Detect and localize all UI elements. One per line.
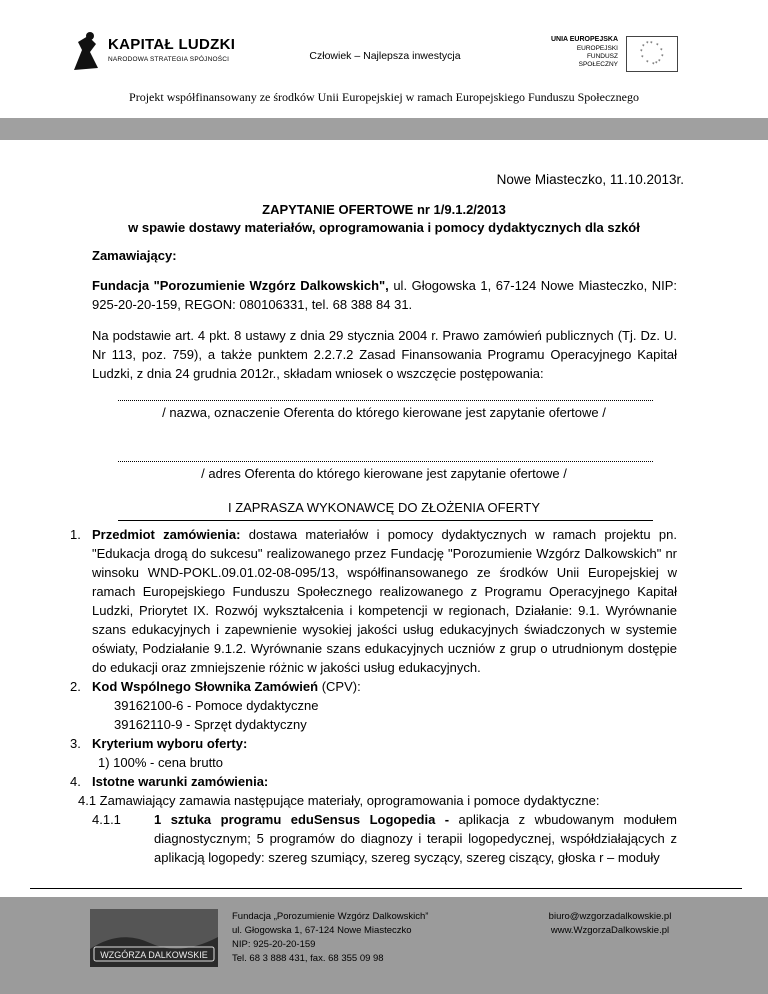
svg-text:*: * [660, 48, 663, 54]
footer [0, 897, 768, 994]
subitem-4-1-1: 4.1.1 1 sztuka programu eduSensus Logopedia - aplikacja z wbudowanym modułem diagnostycznym; 5 programów do diagnozy i terapii logopedycznej, współdziałających z aplikacją logopedy: szereg szumiący, szereg syczący, szereg ciszący, głoska r – moduły [92, 812, 677, 865]
svg-text:*: * [646, 60, 649, 66]
cpv-code: 39162110-9 - Sprzęt dydaktyczny [114, 717, 307, 732]
ordering-party [92, 276, 677, 314]
document-title [0, 201, 768, 237]
ordering-name: Fundacja "Porozumienie Wzgórz Dalkowskich", [92, 278, 389, 293]
footer-email[interactable]: biuro@wzgorzadalkowskie.pl [548, 911, 672, 922]
eu-subtitle [548, 45, 618, 69]
svg-text:*: * [650, 41, 653, 47]
item-label: Kod Wspólnego Słownika Zamówień [92, 679, 319, 694]
eu-sub1: EUROPEJSKI [576, 45, 618, 52]
item-label: Przedmiot zamówienia: [92, 527, 241, 542]
footer-contact [530, 910, 690, 938]
footer-org: Fundacja „Porozumienie Wzgórz Dalkowskich” [232, 911, 429, 922]
cofinanced-note: Projekt współfinansowany ze środków Unii Europejskiej w ramach Europejskiego Funduszu Społecznego [129, 90, 639, 104]
motto: Człowiek – Najlepsza inwestycja [309, 50, 461, 62]
footer-address-block [232, 910, 428, 966]
eu-flag-icon [626, 36, 678, 72]
footer-address: ul. Głogowska 1, 67-124 Nowe Miasteczko [232, 925, 412, 936]
offeror-address-caption: / adres Oferenta do którego kierowane jest zapytanie ofertowe / [201, 466, 567, 481]
svg-text:*: * [652, 62, 655, 68]
header-band [0, 118, 768, 140]
title-line-1: ZAPYTANIE OFERTOWE nr 1/9.1.2/2013 [262, 202, 506, 217]
svg-text:*: * [661, 54, 664, 60]
svg-text:*: * [642, 44, 645, 50]
eu-logo [548, 36, 678, 72]
svg-text:*: * [641, 55, 644, 61]
list-item: 1. Przedmiot zamówienia: dostawa materiałów i pomocy dydaktycznych w ramach projektu pn. "Edukacja drogą do sukcesu" realizowanego przez Fundację "Porozumienie Wzgórz Dalkowskich" nr winsoku WND-POKL.09.01.02-08-095/13, współfinansowanego ze środków Unii Europejskiej w ramach Europejskiego Funduszu Społecznego realizowanego z Programu Operacyjnego Kapitał Ludzki, Priorytet IX. Rozwój wykształcenia i kompetencji w regionach, Działanie: 9.1. Wyrównanie szans edukacyjnych i zapewnienie wysokiej jakości usług edukacyjnych świadczonych w systemie oświaty, Podziałanie 9.1.2. Wyrównanie szans edukacyjnych uczniów z grup o utrudnionym dostępie do edukacji oraz zmniejszenie różnic w jakości usług edukacyjnych. [70, 527, 678, 675]
kapital-ludzki-logo [68, 26, 238, 78]
ordering-address: ul. Głogowska 1, 67-124 Nowe Miasteczko, NIP: 925-20-20-159, REGON: 080106331, tel. 68 388 84 31. [92, 278, 677, 312]
invitation-heading: I ZAPRASZA WYKONAWCĘ DO ZŁOŻENIA OFERTY [227, 500, 541, 515]
item-label: Kryterium wyboru oferty: [92, 736, 248, 751]
footer-logo [90, 909, 218, 967]
item-text: dostawa materiałów i pomocy dydaktycznych w ramach projektu pn. "Edukacja drogą do sukcesu" realizowanego przez Fundację "Porozumienie Wzgórz Dalkowskich" nr winsoku WND-POKL.09.01.02-08-095/13, współfinansowanego ze środków Unii Europejskiej w ramach Europejskiego Funduszu Społecznego realizowanego z Programu Operacyjnego Kapitał Ludzki, Priorytet IX. Rozwój wykształcenia i kompetencji w regionach, Działanie: 9.1. Wyrównanie szans edukacyjnych i zapewnienie wysokiej jakości usług edukacyjnych świadczonych w systemie oświaty, Podziałanie 9.1.2. Wyrównanie szans edukacyjnych uczniów z grup o utrudnionym dostępie do edukacji oraz zmniejszenie różnic w jakości usług edukacyjnych. [92, 527, 678, 675]
logo-title: KAPITAŁ LUDZKI [108, 36, 236, 53]
criterion: 1) 100% - cena brutto [98, 755, 224, 770]
invitation-rule [118, 520, 653, 521]
legal-basis: Na podstawie art. 4 pkt. 8 ustawy z dnia 29 stycznia 2004 r. Prawo zamówień publicznych (Tj. Dz. U. Nr 113, poz. 759), a także punktem 2.2.7.2 Zasad Finansowania Programu Operacyjnego Kapitał Ludzki, z dnia 24 grudnia 2012r., składam wniosek o wszczęcie postępowania: [92, 328, 677, 381]
footer-nip: NIP: 925-20-20-159 [232, 939, 316, 950]
footer-logo-text: WZGÓRZA DALKOWSKIE [100, 950, 208, 960]
ordering-label: Zamawiający: [92, 248, 177, 263]
offeror-address-line [118, 461, 653, 463]
svg-text:*: * [658, 59, 661, 65]
svg-text:*: * [640, 49, 643, 55]
svg-text:*: * [646, 41, 649, 47]
kapital-ludzki-emblem-icon [68, 30, 104, 74]
requirements-list [70, 525, 678, 867]
offeror-name-caption: / nazwa, oznaczenie Oferenta do którego kierowane jest zapytanie ofertowe / [162, 405, 606, 420]
subitem-4-1: 4.1 Zamawiający zamawia następujące materiały, oprogramowania i pomoce dydaktyczne: [78, 793, 600, 808]
eu-sub2: FUNDUSZ SPOŁECZNY [578, 53, 618, 68]
footer-phone: Tel. 68 3 888 431, fax. 68 355 09 98 [232, 953, 384, 964]
list-item: 4. Istotne warunki zamówienia: [70, 774, 269, 789]
svg-text:*: * [655, 61, 658, 67]
document-date: Nowe Miasteczko, 11.10.2013r. [496, 172, 684, 187]
list-item: 3. Kryterium wyboru oferty: [70, 736, 248, 751]
eu-title: UNIA EUROPEJSKA [550, 36, 618, 43]
title-line-2: w spawie dostawy materiałów, oprogramowania i pomocy dydaktycznych dla szkół [128, 220, 640, 235]
logo-subtitle: NARODOWA STRATEGIA SPÓJNOŚCI [108, 56, 230, 63]
footer-rule [30, 888, 742, 889]
footer-website[interactable]: www.WzgorzaDalkowskie.pl [550, 925, 670, 936]
item-label: Istotne warunki zamówienia: [92, 774, 269, 789]
offeror-name-line [118, 400, 653, 402]
cpv-code: 39162100-6 - Pomoce dydaktyczne [114, 698, 319, 713]
svg-text:*: * [656, 43, 659, 49]
list-item: 2. Kod Wspólnego Słownika Zamówień (CPV): [70, 679, 361, 694]
